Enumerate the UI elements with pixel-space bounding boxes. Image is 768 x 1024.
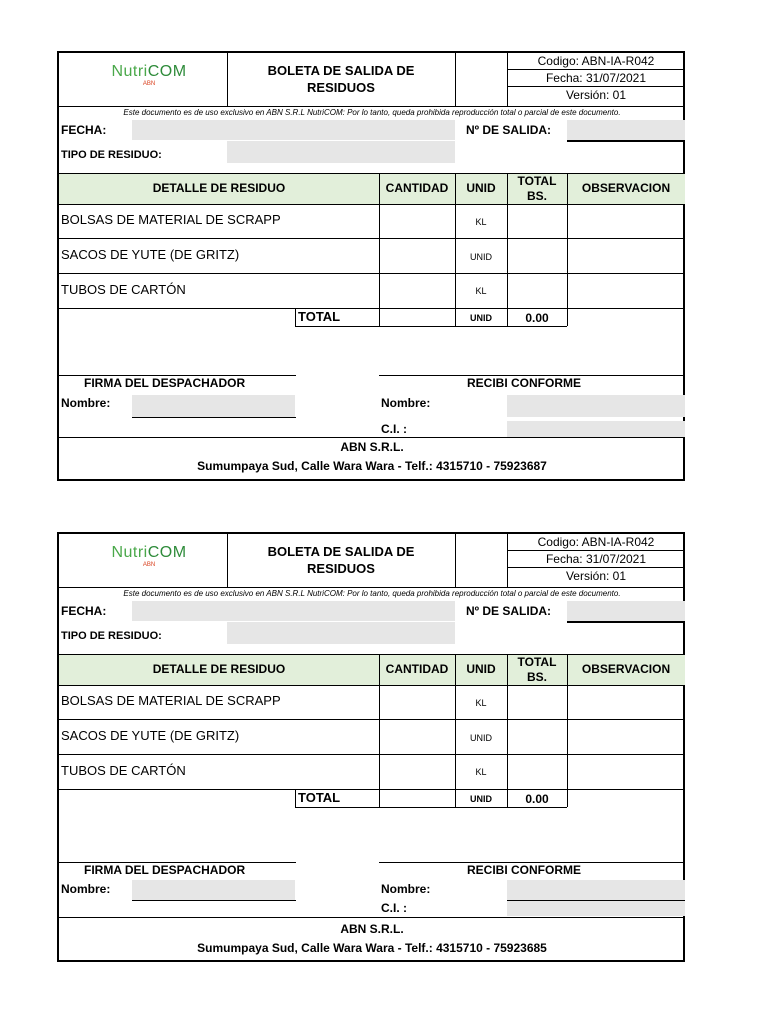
document-version: Versión: 01 (565, 569, 627, 583)
table-row: BOLSAS DE MATERIAL DE SCRAPP (61, 212, 281, 227)
nombre-receptor-label: Nombre: (381, 882, 431, 896)
receptor-name-input[interactable] (507, 880, 685, 900)
col-unid: UNID (466, 662, 496, 676)
col-detalle: DETALLE DE RESIDUO (152, 181, 286, 195)
nombre-receptor-label: Nombre: (381, 396, 431, 410)
firma-despachador-label: FIRMA DEL DESPACHADOR (84, 863, 246, 877)
receptor-name-input[interactable] (507, 395, 685, 417)
despachador-name-input[interactable] (132, 880, 295, 900)
ci-input[interactable] (507, 421, 685, 437)
col-observacion: OBSERVACION (581, 662, 671, 676)
total-value: 0.00 (525, 311, 549, 325)
document-date: Fecha: 31/07/2021 (545, 71, 647, 85)
document-code: Codigo: ABN-IA-R042 (537, 535, 655, 549)
disclaimer: Este documento es de uso exclusivo en ABN S.R.L NutriCOM: Por lo tanto, queda prohibida reproducción total o parcial de este documento. (123, 589, 621, 598)
ci-input[interactable] (507, 901, 685, 916)
ci-label: C.I. : (381, 422, 407, 436)
col-detalle: DETALLE DE RESIDUO (152, 662, 286, 676)
despachador-name-input[interactable] (132, 395, 295, 417)
salida-input[interactable] (567, 601, 685, 621)
tipo-label: TIPO DE RESIDUO: (61, 630, 162, 642)
company-address: Sumumpaya Sud, Calle Wara Wara - Telf.: 4315710 - 75923687 (197, 459, 547, 473)
col-total-bs: TOTAL BS. (517, 655, 557, 684)
salida-label: Nº DE SALIDA: (466, 123, 552, 137)
fecha-input[interactable] (132, 120, 455, 140)
col-observacion: OBSERVACION (581, 181, 671, 195)
nutricom-logo: NutriCOM ABN (111, 544, 187, 568)
total-label: TOTAL (298, 309, 341, 324)
fecha-label: FECHA: (61, 604, 107, 618)
table-row: BOLSAS DE MATERIAL DE SCRAPP (61, 693, 281, 708)
nombre-label: Nombre: (61, 396, 111, 410)
document-date: Fecha: 31/07/2021 (545, 552, 647, 566)
row-unit: KL (475, 217, 487, 227)
tipo-label: TIPO DE RESIDUO: (61, 149, 162, 161)
tipo-input[interactable] (227, 622, 455, 644)
col-unid: UNID (466, 181, 496, 195)
form-title: BOLETA DE SALIDA DE RESIDUOS (267, 63, 415, 95)
ci-label: C.I. : (381, 901, 407, 915)
col-cantidad: CANTIDAD (385, 181, 449, 195)
table-row: SACOS DE YUTE (DE GRITZ) (61, 247, 240, 262)
total-label: TOTAL (298, 790, 341, 805)
table-row: TUBOS DE CARTÓN (61, 282, 186, 297)
table-row: TUBOS DE CARTÓN (61, 763, 186, 778)
nutricom-logo: NutriCOM ABN (111, 63, 187, 87)
company-address: Sumumpaya Sud, Calle Wara Wara - Telf.: 4315710 - 75923685 (197, 941, 547, 955)
total-unit: UNID (470, 794, 492, 804)
row-unit: KL (475, 698, 487, 708)
row-unit: KL (475, 767, 487, 777)
fecha-label: FECHA: (61, 123, 107, 137)
row-unit: UNID (470, 733, 492, 743)
total-unit: UNID (470, 313, 492, 323)
recibi-conforme-label: RECIBI CONFORME (467, 863, 581, 877)
salida-input[interactable] (567, 120, 685, 140)
company-name: ABN S.R.L. (340, 922, 404, 936)
nombre-label: Nombre: (61, 882, 111, 896)
waste-slip-form (57, 532, 685, 962)
waste-slip-form (57, 51, 685, 481)
document-version: Versión: 01 (565, 88, 627, 102)
firma-despachador-label: FIRMA DEL DESPACHADOR (84, 376, 246, 390)
company-name: ABN S.R.L. (340, 440, 404, 454)
disclaimer: Este documento es de uso exclusivo en ABN S.R.L NutriCOM: Por lo tanto, queda prohibida reproducción total o parcial de este documento. (123, 108, 621, 117)
col-cantidad: CANTIDAD (385, 662, 449, 676)
table-row: SACOS DE YUTE (DE GRITZ) (61, 728, 240, 743)
row-unit: KL (475, 286, 487, 296)
fecha-input[interactable] (132, 601, 455, 621)
col-total-bs: TOTAL BS. (517, 174, 557, 203)
salida-label: Nº DE SALIDA: (466, 604, 552, 618)
total-value: 0.00 (525, 792, 549, 806)
recibi-conforme-label: RECIBI CONFORME (467, 376, 581, 390)
row-unit: UNID (470, 252, 492, 262)
form-title: BOLETA DE SALIDA DE RESIDUOS (267, 544, 415, 576)
tipo-input[interactable] (227, 141, 455, 163)
document-code: Codigo: ABN-IA-R042 (537, 54, 655, 68)
